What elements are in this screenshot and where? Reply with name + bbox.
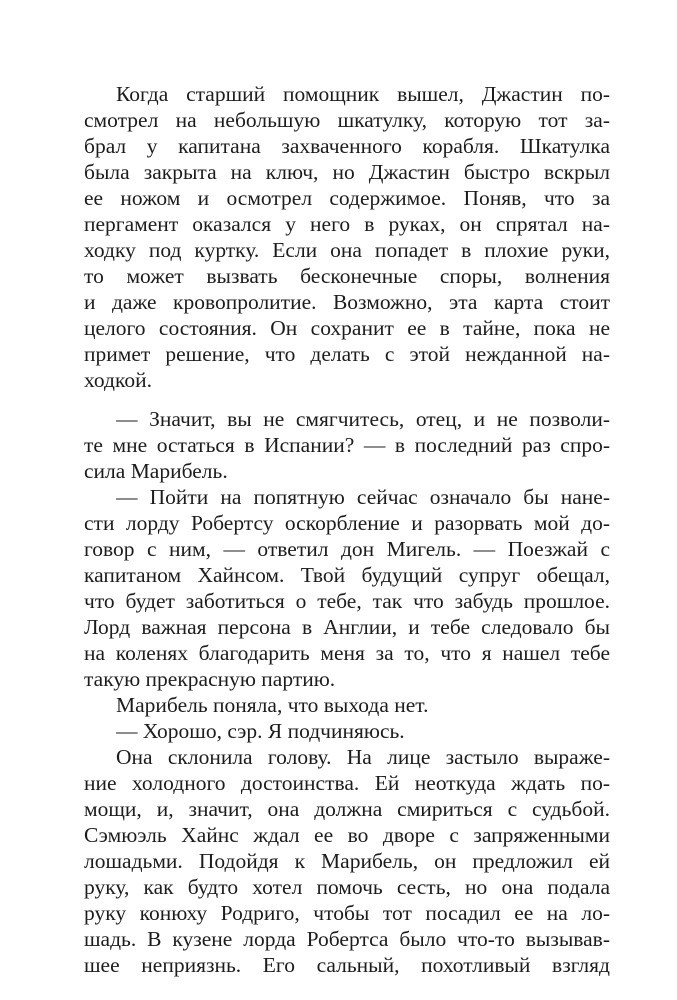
text-line: ее ножом и осмотрел содержимое. Поняв, что за: [84, 186, 610, 210]
text-line: шадь. В кузене лорда Робертса было что-то вызывав-: [84, 927, 610, 951]
text-line: ходкой.: [84, 368, 152, 392]
text-line: ходку под куртку. Если она попадет в плохие руки,: [84, 238, 610, 262]
text-line: то может вызвать бесконечные споры, волнения: [84, 264, 610, 288]
text-line: была закрыта на ключ, но Джастин быстро вскрыл: [84, 160, 610, 184]
text-line: что будет заботиться о тебе, так что забудь прошлое.: [84, 589, 610, 613]
text-line: Марибель поняла, что выхода нет.: [116, 693, 429, 717]
text-line: такую прекрасную партию.: [84, 667, 336, 691]
text-line: смотрел на небольшую шкатулку, которую тот за-: [84, 108, 610, 132]
text-line: капитаном Хайнсом. Твой будущий супруг обещал,: [84, 563, 610, 587]
text-line: брал у капитана захваченного корабля. Шкатулка: [84, 134, 610, 158]
text-line: мощи, и, значит, она должна смириться с судьбой.: [84, 797, 610, 821]
text-line: лошадьми. Подойдя к Марибель, он предложил ей: [84, 849, 610, 873]
text-line: Сэмюэль Хайнс ждал ее во дворе с запряженными: [84, 823, 610, 847]
text-line: целого состояния. Он сохранит ее в тайне, пока не: [84, 316, 610, 340]
text-line: пергамент оказался у него в руках, он спрятал на-: [84, 212, 610, 236]
text-line: примет решение, что делать с этой нежданной на-: [84, 342, 610, 366]
text-line: те мне остаться в Испании? — в последний раз спро-: [84, 433, 610, 457]
text-line: сти лорду Робертсу оскорбление и разорвать мой до-: [84, 511, 610, 535]
text-line: Когда старший помощник вышел, Джастин по-: [116, 82, 610, 106]
text-line: руку конюху Родриго, чтобы тот посадил ее на ло-: [84, 901, 610, 925]
text-line: Лорд важная персона в Англии, и тебе следовало бы: [84, 615, 610, 639]
text-line: и даже кровопролитие. Возможно, эта карта стоит: [84, 290, 610, 314]
text-line: шее неприязнь. Его сальный, похотливый взгляд: [84, 953, 610, 977]
text-line: — Пойти на попятную сейчас означало бы нане-: [116, 485, 610, 509]
text-line: руку, как будто хотел помочь сесть, но она подала: [84, 875, 610, 899]
text-line: на коленях благодарить меня за то, что я нашел тебе: [84, 641, 610, 665]
text-line: говор с ним, — ответил дон Мигель. — Поезжай с: [84, 537, 610, 561]
text-line: сила Марибель.: [84, 459, 228, 483]
text-line: ние холодного достоинства. Ей неоткуда ждать по-: [84, 771, 610, 795]
text-line: Она склонила голову. На лице застыло выраже-: [116, 745, 610, 769]
text-line: — Значит, вы не смягчитесь, отец, и не позволи-: [116, 407, 610, 431]
text-line: — Хорошо, сэр. Я подчиняюсь.: [116, 719, 405, 743]
